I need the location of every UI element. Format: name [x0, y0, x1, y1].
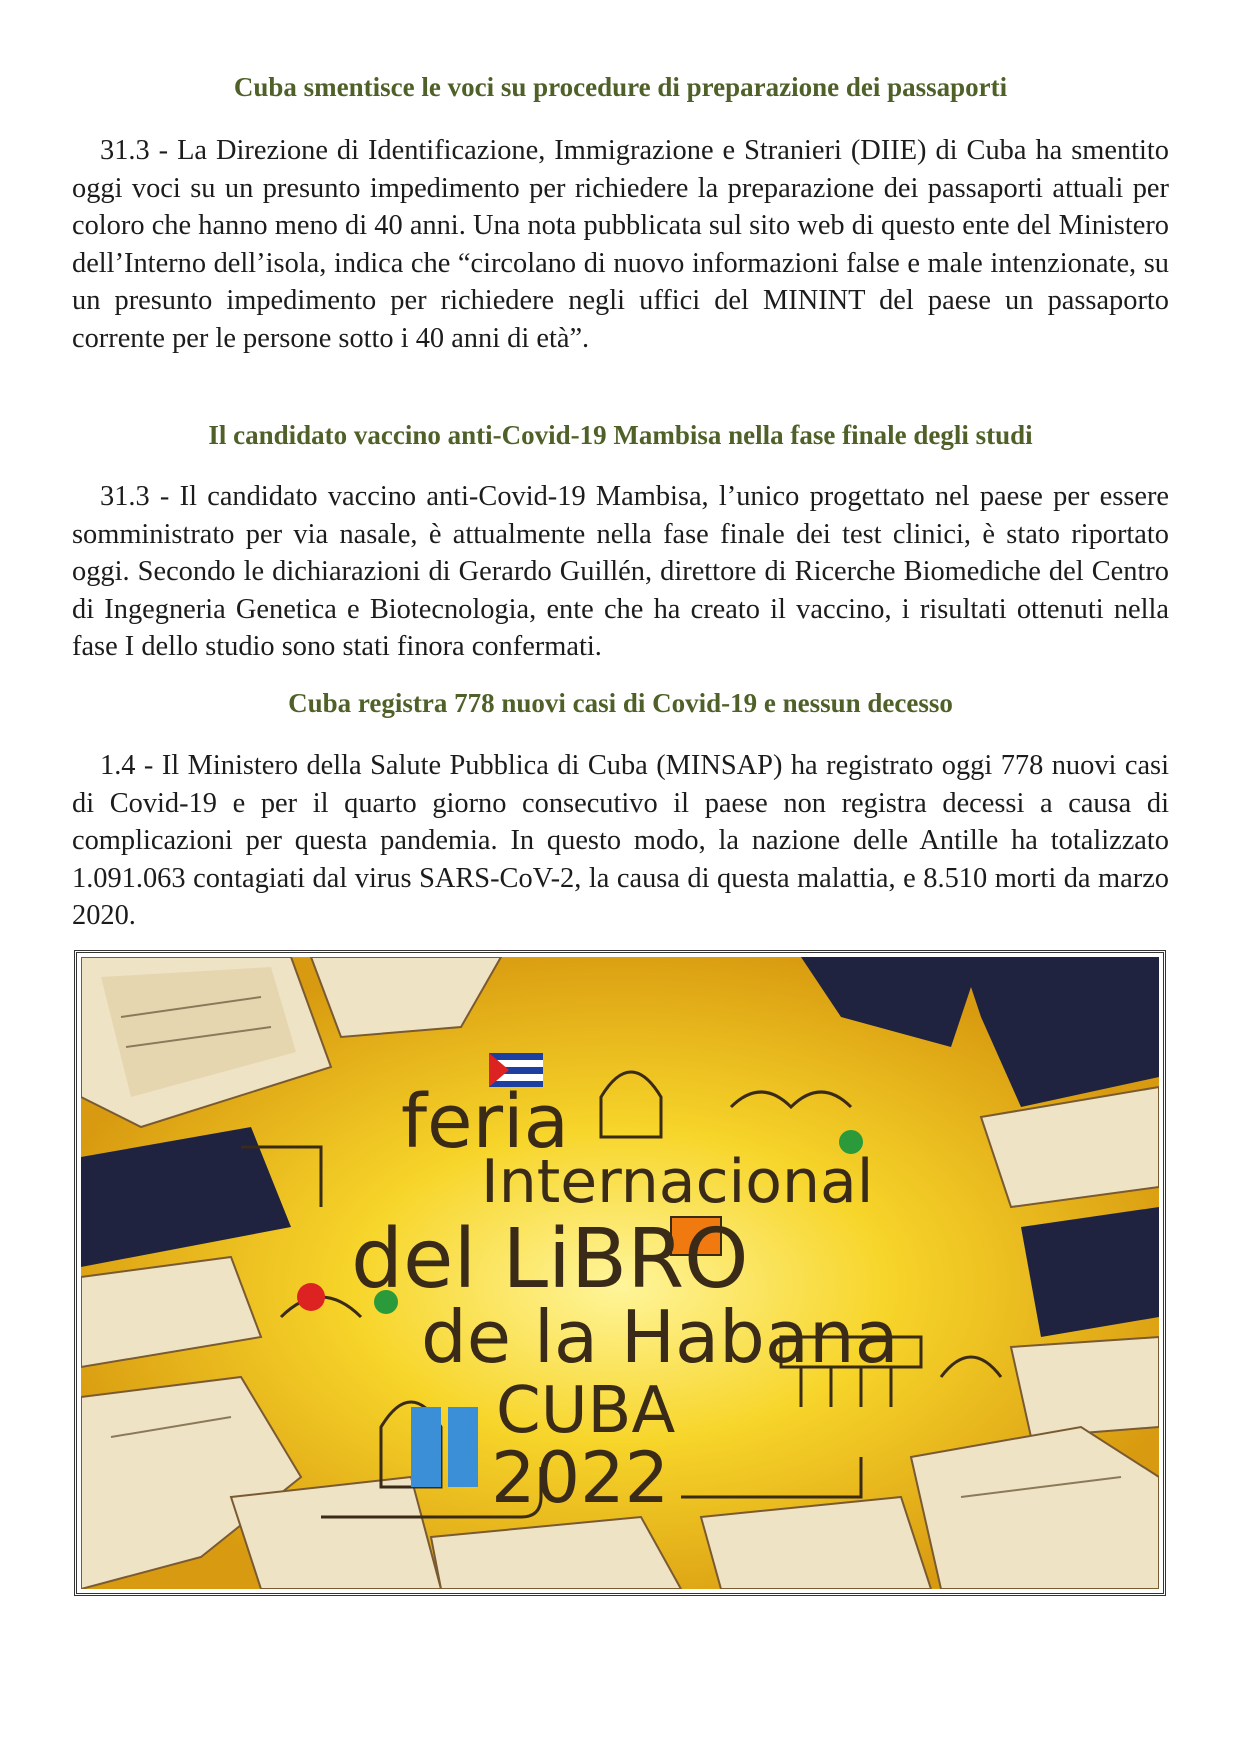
poster-line-year: 2022	[491, 1437, 670, 1519]
red-dot-decoration	[297, 1283, 325, 1311]
article-2-body: 31.3 - Il candidato vaccino anti-Covid-19 Mambisa, l’unico progettato nel paese per essere somministrato per via nasale, è attualmente nella fase finale dei test clinici, è stato riportato oggi. Secondo le dichiarazioni di Gerardo Guillén, direttore di Ricerche Biomediche del Centro di Ingegneria Genetica e Biotecnologia, ente che ha creato il vaccino, i risultati ottenuti nella fase I dello studio sono stati finora confermati.	[72, 481, 1169, 662]
poster-line-cuba: CUBA	[496, 1374, 676, 1448]
poster-line-internacional: Internacional	[481, 1147, 874, 1217]
article-3-headline: Cuba registra 778 nuovi casi di Covid-19 e nessun decesso	[288, 688, 953, 718]
article-1-body: 31.3 - La Direzione di Identificazione, Immigrazione e Stranieri (DIIE) di Cuba ha smentito oggi voci su un presunto impedimento per richiedere la preparazione dei passaporti attuali per coloro che hanno meno di 40 anni. Una nota pubblicata sul sito web di questo ente del Ministero dell’Interno dell’isola, indica che “circolano di nuovo informazioni false e male intenzionate, su un presunto impedimento per richiedere negli uffici del MININT del paese un passaporto corrente per le persone sotto i 40 anni di età”.	[72, 135, 1169, 354]
article-3-body: 1.4 - Il Ministero della Salute Pubblica di Cuba (MINSAP) ha registrato oggi 778 nuovi casi di Covid-19 e per il quarto giorno consecutivo il paese non registra decessi a causa di complicazioni per questa pandemia. In questo modo, la nazione delle Antille ha totalizzato 1.091.063 contagiati dal virus SARS-CoV-2, la causa di questa malattia, e 8.510 morti da marzo 2020.	[72, 750, 1169, 931]
poster-illustration	[81, 957, 1159, 1589]
blue-panel-decoration	[411, 1407, 441, 1487]
article-2-headline: Il candidato vaccino anti-Covid-19 Mambisa nella fase finale degli studi	[208, 420, 1033, 450]
article-1-headline: Cuba smentisce le voci su procedure di preparazione dei passaporti	[233, 72, 1008, 102]
poster-line-libro: del LiBRO	[351, 1212, 749, 1307]
blue-panel-decoration-2	[448, 1407, 478, 1487]
poster-line-feria: feria	[401, 1079, 569, 1165]
poster-line-habana: de la Habana	[421, 1295, 899, 1379]
book-fair-poster	[74, 950, 1166, 1596]
